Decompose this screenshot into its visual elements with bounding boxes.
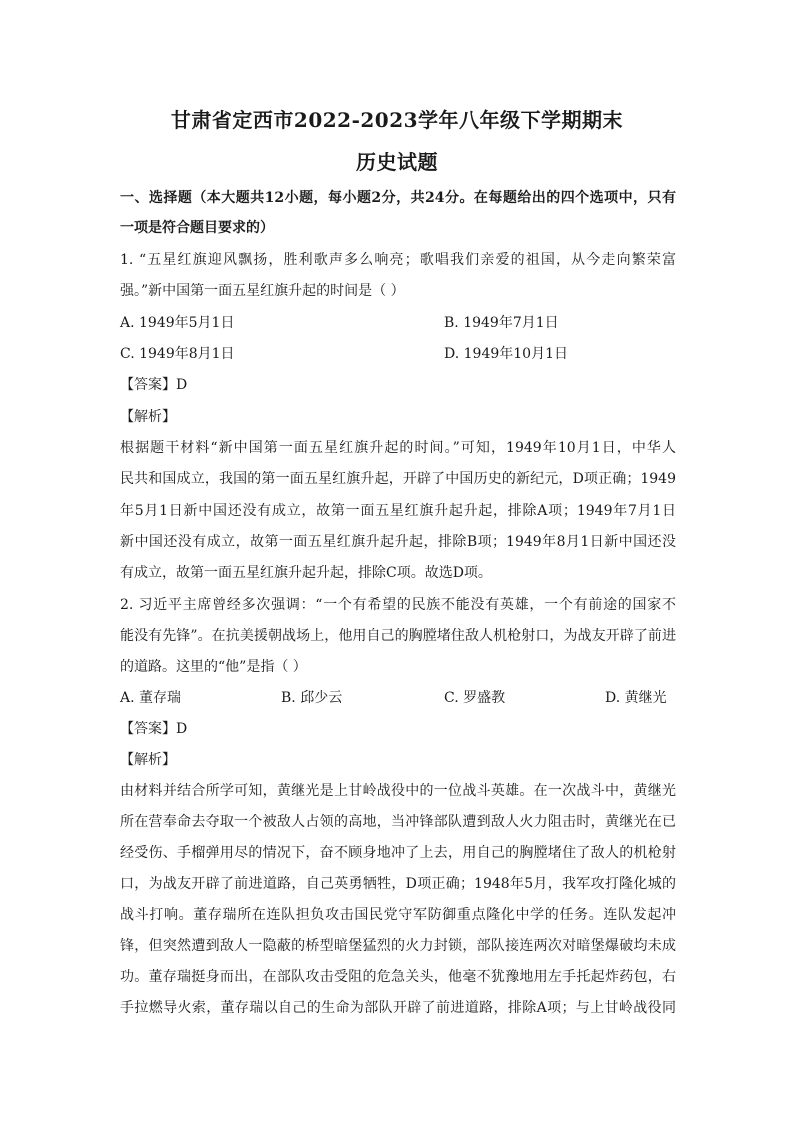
q2-stem-line: 的道路。这里的“他”是指（ ） [120, 659, 307, 675]
q1-option-b: B. 1949年7月1日 [444, 315, 559, 331]
q2-analysis-line: 战斗打响。董存瑞所在连队担负攻击国民党守军防御重点隆化中学的任务。连队发起冲 [120, 907, 676, 923]
q1-analysis-line: 根据题干材料“新中国第一面五星红旗升起的时间。”可知，1949年10月1日，中华人 [120, 440, 676, 456]
document-subtitle: 历史试题 [356, 150, 438, 174]
q2-option-d: D. 黄继光 [605, 690, 667, 706]
q2-analysis-line: 锋，但突然遭到敌人一隐蔽的桥型暗堡猛烈的火力封锁，部队接连两次对暗堡爆破均未成 [120, 938, 676, 954]
q2-stem-line: 能没有先锋”。在抗美援朝战场上，他用自己的胸膛堵住敌人机枪射口，为战友开辟了前进 [120, 628, 676, 644]
document-title: 甘肃省定西市2022-2023学年八年级下学期期末 [170, 108, 624, 132]
q2-analysis-line: 由材料并结合所学可知，黄继光是上甘岭战役中的一位战斗英雄。在一次战斗中，黄继光 [120, 783, 676, 799]
q1-analysis-line: 新中国还没有成立，故第一面五星红旗升起升起，排除B项；1949年8月1日新中国还没 [120, 534, 676, 550]
q1-answer: 【答案】D [120, 377, 188, 393]
q2-stem-line: 2. 习近平主席曾经多次强调：“一个有希望的民族不能没有英雄，一个有前途的国家不 [120, 597, 676, 613]
q2-answer: 【答案】D [120, 721, 188, 737]
q2-option-a: A. 董存瑞 [120, 690, 182, 706]
q1-analysis-line: 有成立，故第一面五星红旗升起升起，排除C项。故选D项。 [120, 565, 492, 581]
q1-stem-line-1: 1. “五星红旗迎风飘扬，胜利歌声多么响亮；歌唱我们亲爱的祖国，从今走向繁荣富 [120, 252, 676, 268]
q1-option-c: C. 1949年8月1日 [120, 346, 235, 362]
q2-option-c: C. 罗盛教 [444, 690, 506, 706]
q2-analysis-line: 所在营奉命去夺取一个被敌人占领的高地，当冲锋部队遭到敌人火力阻击时，黄继光在已 [120, 814, 676, 830]
q1-analysis-line: 民共和国成立，我国的第一面五星红旗升起，开辟了中国历史的新纪元，D项正确；1949 [120, 471, 676, 487]
q2-analysis-label: 【解析】 [120, 752, 176, 768]
q1-analysis-line: 年5月1日新中国还没有成立，故第一面五星红旗升起升起，排除A项；1949年7月1日 [120, 503, 676, 519]
q1-option-d: D. 1949年10月1日 [444, 346, 568, 362]
q2-analysis-line: 功。董存瑞挺身而出，在部队攻击受阻的危急关头，他毫不犹豫地用左手托起炸药包，右 [120, 969, 676, 985]
section-heading-line-1: 一、选择题（本大题共12小题，每小题2分，共24分。在每题给出的四个选项中，只有 [120, 190, 676, 206]
q1-option-a: A. 1949年5月1日 [120, 315, 235, 331]
q2-option-b: B. 邱少云 [281, 690, 343, 706]
q2-analysis-line: 经受伤、手榴弹用尽的情况下，奋不顾身地冲了上去，用自己的胸膛堵住了敌人的机枪射 [120, 845, 676, 861]
section-heading-line-2: 一项是符合题目要求的） [120, 220, 274, 236]
q1-stem-line-2: 强。”新中国第一面五星红旗升起的时间是（ ） [120, 283, 405, 299]
q2-analysis-line: 口，为战友开辟了前进道路，自己英勇牺牲，D项正确；1948年5月，我军攻打隆化城的 [120, 876, 676, 892]
q1-analysis-label: 【解析】 [120, 409, 176, 425]
q2-analysis-line: 手拉燃导火索，董存瑞以自己的生命为部队开辟了前进道路，排除A项；与上甘岭战役同 [120, 1000, 676, 1016]
